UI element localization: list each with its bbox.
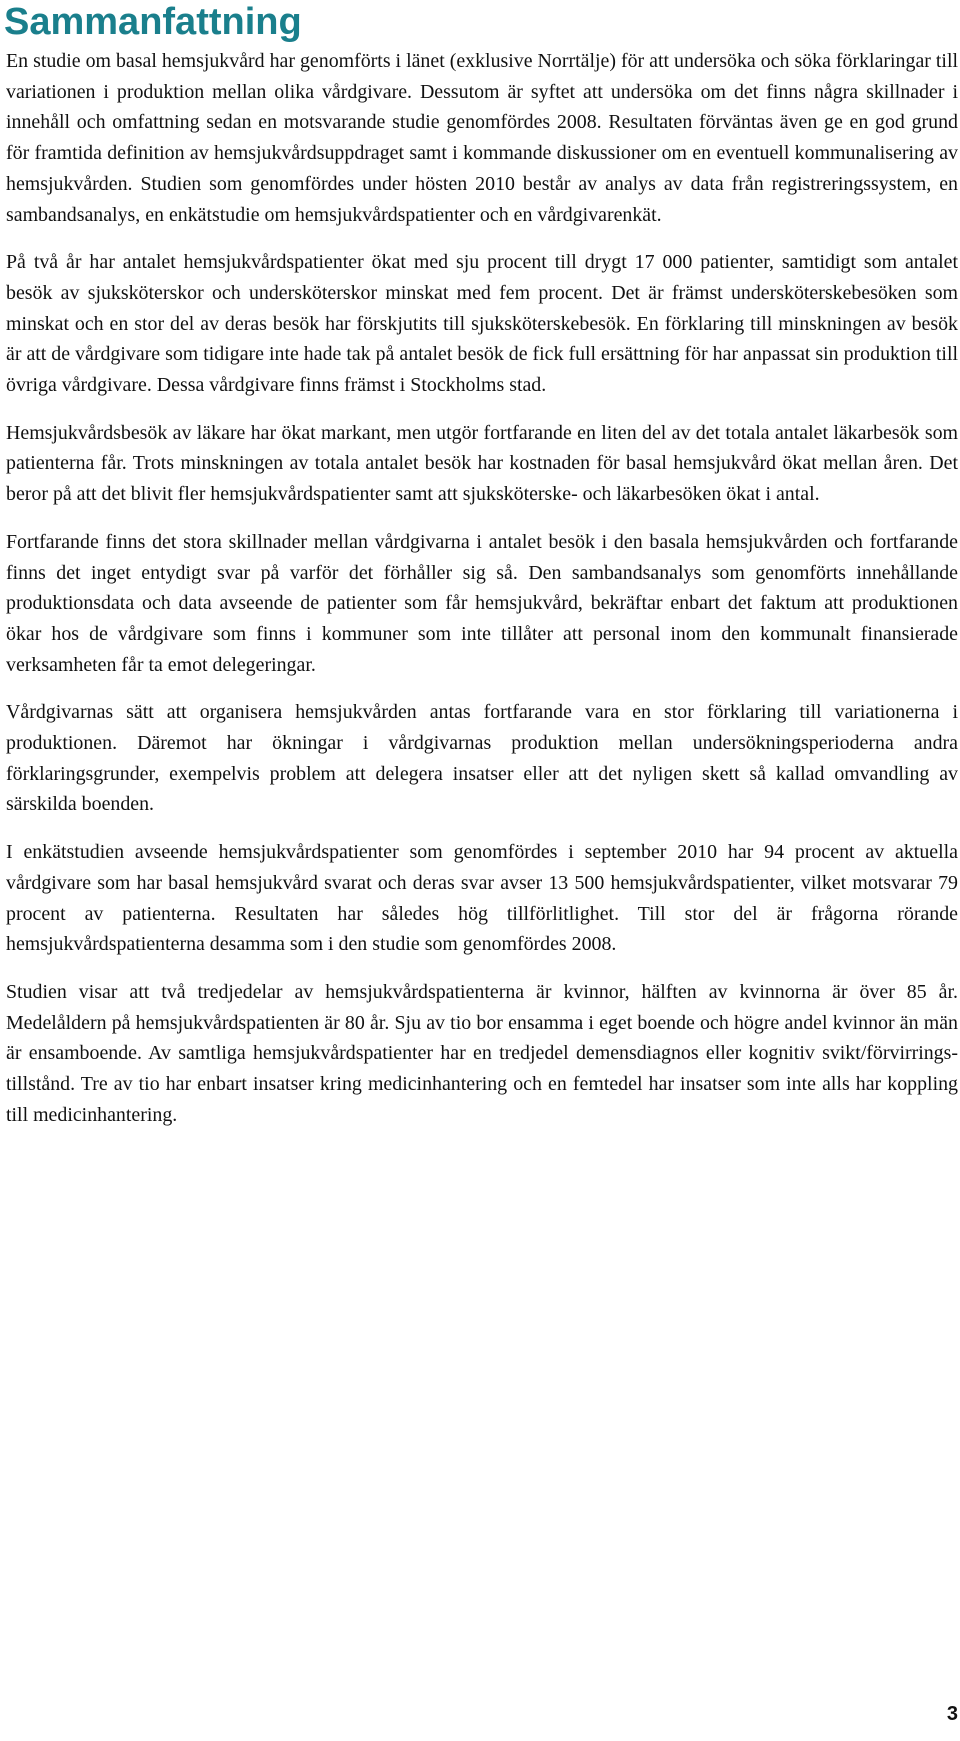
paragraph-3: Hemsjukvårdsbesök av läkare har ökat markant, men utgör fortfarande en liten del av det totala antalet läkarbesök som patienterna får. Trots minskningen av totala antalet besök har kostnaden för basal hemsjukvård ökat mellan åren. Det beror på att det blivit fler hemsjukvårdspatienter samt att sjuksköterske- och läkarbesöken ökat i antal.: [6, 421, 958, 506]
page-number: 3: [946, 1703, 958, 1725]
page-title: Sammanfattning: [4, 1, 302, 43]
paragraph-1: En studie om basal hemsjukvård har genomförts i länet (exklusive Norrtälje) för att undersöka och söka förklaringar till variationen i produktion mellan olika vårdgivare. Dessutom är syftet att undersöka om det finns några skillnader i innehåll och omfattning sedan en motsvarande studie genomfördes 2008. Resultaten förväntas även ge en god grund för framtida definition av hemsjukvårdsuppdraget samt i kommande diskussioner om en eventuell kommunalisering av hemsjukvården. Studien som genomfördes under hösten 2010 består av analys av data från registreringssystem, en sambandsanalys, en enkätstudie om hemsjukvårdspatienter och en vårdgivarenkät.: [6, 50, 958, 226]
paragraph-5: Vårdgivarnas sätt att organisera hemsjukvården antas fortfarande vara en stor förklaring till variationerna i produktionen. Däremot har ökningar i vårdgivarnas produktion mellan undersökningsperioderna andra förklaringsgrunder, exempelvis problem att delegera insatser eller att det nyligen skett så kallad omvandling av särskilda boenden.: [6, 701, 958, 816]
paragraph-7: Studien visar att två tredjedelar av hemsjukvårdspatienterna är kvinnor, hälften av kvinnorna är över 85 år. Medelåldern på hemsjukvårdspatienten är 80 år. Sju av tio bor ensamma i eget boende och högre andel kvinnor än män är ensamboende. Av samtliga hemsjukvårdspatienter har en tredjedel demensdiagnos eller kognitiv svikt/förvirringstillstånd. Tre av tio har enbart insatser kring medicinhantering och en femtedel har insatser som inte alls har koppling till medicinhantering.: [6, 980, 958, 1126]
paragraph-4: Fortfarande finns det stora skillnader mellan vårdgivarna i antalet besök i den basala hemsjukvården och fortfarande finns det inget entydigt svar på varför det förhåller sig så. Den sambandsanalys som genomförts innehållande produktionsdata och data avseende de patienter som får hemsjukvård, bekräftar enbart det faktum att produktionen ökar hos de vårdgivare som finns i kommuner som inte tillåter att personal inom den kommunalt finansierade verksamheten får ta emot delegeringar.: [6, 530, 958, 676]
paragraph-2: På två år har antalet hemsjukvårdspatienter ökat med sju procent till drygt 17 000 patienter, samtidigt som antalet besök av sjuksköterskor och undersköterskor minskat med fem procent. Det är främst undersköterskebesöken som minskat och en stor del av deras besök har förskjutits till sjuksköterskebesök. En förklaring till minskningen av besök är att de vårdgivare som tidigare inte hade tak på antalet besök de fick full ersättning för har anpassat sin produktion till övriga vårdgivare. Dessa vårdgivare finns främst i Stockholms stad.: [6, 251, 958, 397]
paragraph-6: I enkätstudien avseende hemsjukvårdspatienter som genomfördes i september 2010 har 94 procent av aktuella vårdgivare som har basal hemsjukvård svarat och deras svar avser 13 500 hemsjukvårdspatienter, vilket motsvarar 79 procent av patienterna. Resultaten har således hög tillförlitlighet. Till stor del är frågorna rörande hemsjukvårdspatienterna desamma som i den studie som genomfördes 2008.: [6, 841, 958, 956]
document-body: [6, 46, 958, 1148]
